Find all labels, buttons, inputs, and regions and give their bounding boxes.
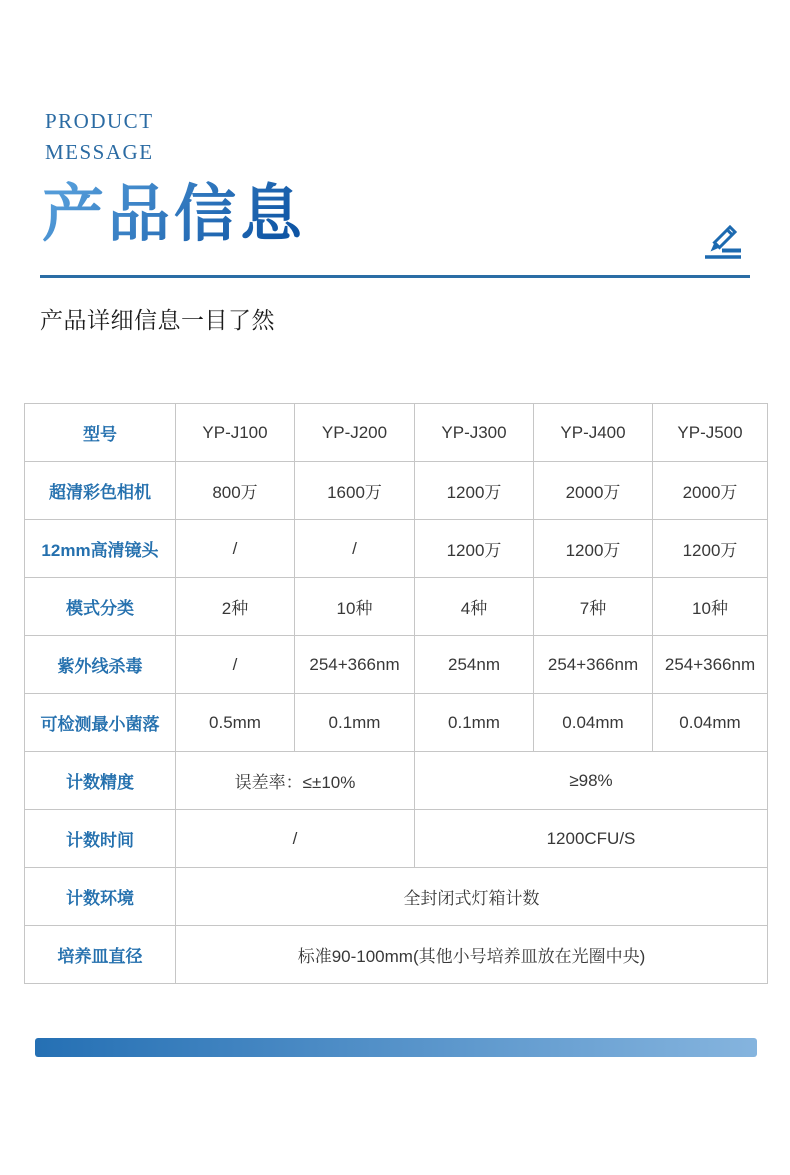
eyebrow-text [45, 106, 790, 168]
row-label: 可检测最小菌落 [25, 694, 176, 752]
spec-cell: 0.1mm [295, 694, 415, 752]
spec-cell: 误差率：≤±10% [176, 752, 415, 810]
spec-cell: 10种 [295, 578, 415, 636]
spec-cell: 1200万 [653, 520, 768, 578]
table-row [25, 578, 768, 636]
row-label: 培养皿直径 [25, 926, 176, 984]
spec-cell: 800万 [176, 462, 295, 520]
row-label: 计数时间 [25, 810, 176, 868]
spec-cell: 0.1mm [415, 694, 534, 752]
spec-cell: / [176, 810, 415, 868]
row-label: 紫外线杀毒 [25, 636, 176, 694]
row-label: 12mm高清镜头 [25, 520, 176, 578]
spec-cell: 1200万 [415, 462, 534, 520]
spec-cell: 254nm [415, 636, 534, 694]
spec-cell: / [176, 520, 295, 578]
spec-cell: 0.04mm [653, 694, 768, 752]
spec-cell: 全封闭式灯箱计数 [176, 868, 768, 926]
table-row [25, 926, 768, 984]
product-info-page [0, 106, 790, 1175]
spec-cell: 254+366nm [534, 636, 653, 694]
bottom-accent-bar [35, 1038, 757, 1057]
spec-cell: YP-J300 [415, 404, 534, 462]
page-title: 产品信息 [42, 180, 307, 249]
spec-cell: YP-J500 [653, 404, 768, 462]
spec-cell: YP-J100 [176, 404, 295, 462]
spec-cell: YP-J400 [534, 404, 653, 462]
page-subtitle: 产品详细信息一目了然 [40, 308, 275, 334]
spec-cell: YP-J200 [295, 404, 415, 462]
pencil-icon [700, 212, 748, 262]
table-row [25, 752, 768, 810]
spec-cell: 0.5mm [176, 694, 295, 752]
spec-cell: ≥98% [415, 752, 768, 810]
table-row [25, 636, 768, 694]
spec-cell: 254+366nm [653, 636, 768, 694]
spec-cell: 标准90-100mm(其他小号培养皿放在光圈中央) [176, 926, 768, 984]
table-row [25, 462, 768, 520]
spec-table [24, 403, 768, 984]
spec-table-body [25, 404, 768, 984]
row-label: 计数精度 [25, 752, 176, 810]
table-row [25, 868, 768, 926]
title-underline [40, 275, 750, 278]
spec-cell: 2种 [176, 578, 295, 636]
spec-cell: 4种 [415, 578, 534, 636]
table-row [25, 694, 768, 752]
row-label: 超清彩色相机 [25, 462, 176, 520]
spec-cell: 1200CFU/S [415, 810, 768, 868]
spec-cell: 1600万 [295, 462, 415, 520]
row-label: 计数环境 [25, 868, 176, 926]
eyebrow-line2: MESSAGE [45, 140, 154, 164]
spec-cell: / [295, 520, 415, 578]
row-label: 型号 [25, 404, 176, 462]
spec-cell: 0.04mm [534, 694, 653, 752]
spec-cell: / [176, 636, 295, 694]
spec-cell: 2000万 [534, 462, 653, 520]
spec-cell: 1200万 [415, 520, 534, 578]
table-row [25, 810, 768, 868]
spec-cell: 254+366nm [295, 636, 415, 694]
spec-cell: 2000万 [653, 462, 768, 520]
spec-cell: 7种 [534, 578, 653, 636]
table-row [25, 520, 768, 578]
eyebrow-line1: PRODUCT [45, 109, 154, 133]
row-label: 模式分类 [25, 578, 176, 636]
spec-cell: 10种 [653, 578, 768, 636]
spec-cell: 1200万 [534, 520, 653, 578]
table-row [25, 404, 768, 462]
